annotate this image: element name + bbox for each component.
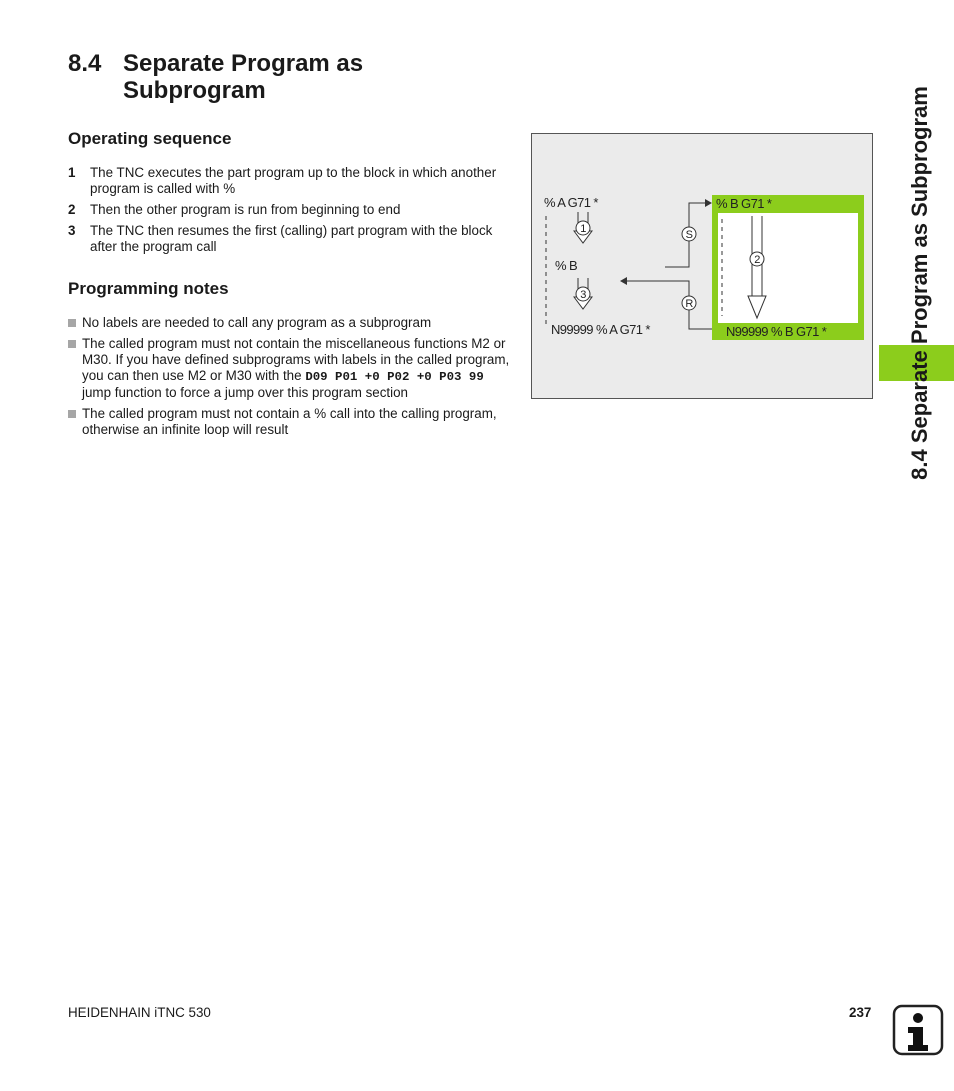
step-item	[68, 165, 508, 197]
programming-notes-heading: Programming notes	[68, 279, 229, 298]
bullet-square-icon	[68, 319, 76, 327]
step-text: The TNC executes the part program up to the block in which another program is called with %	[90, 165, 497, 196]
program-call-diagram	[531, 133, 873, 399]
step-item	[68, 202, 508, 218]
step-text: The TNC then resumes the first (calling) part program with the block after the program call	[90, 223, 493, 254]
note-item	[68, 336, 514, 401]
bullet-square-icon	[68, 410, 76, 418]
note-item	[68, 315, 514, 331]
bullet-square-icon	[68, 340, 76, 348]
jump-function-code: D09 P01 +0 P02 +0 P03 99	[305, 370, 484, 384]
prog-a-call-label: % B	[555, 258, 578, 273]
section-title: Separate Program as Subprogram	[123, 50, 364, 104]
page-number: 237	[849, 1005, 872, 1020]
marker-label: S	[685, 229, 693, 241]
marker-label: 1	[580, 223, 586, 235]
prog-b-start-label: % B G71 *	[716, 196, 772, 211]
prog-a-end-label: N99999 % A G71 *	[551, 322, 650, 337]
step-number: 2	[68, 202, 76, 217]
note-item	[68, 406, 514, 438]
section-number: 8.4	[68, 50, 102, 77]
marker-label: 3	[580, 289, 586, 301]
note-text: The called program must not contain the miscellaneous functions M2 or M30. If you have defined subprograms with labels in the called program, you can then use M2 or M30 with the	[82, 336, 510, 383]
side-tab-title: 8.4 Separate Program as Subprogram	[907, 86, 932, 480]
prog-b-end-label: N99999 % B G71 *	[726, 324, 827, 339]
info-icon	[892, 1004, 944, 1056]
footer-product: HEIDENHAIN iTNC 530	[68, 1005, 211, 1020]
step-number: 1	[68, 165, 76, 180]
notes-list	[68, 315, 514, 443]
note-text: The called program must not contain a % call into the calling program, otherwise an infinite loop will result	[82, 406, 497, 437]
step-text: Then the other program is run from beginning to end	[90, 202, 401, 217]
step-item	[68, 223, 508, 255]
operating-sequence-heading: Operating sequence	[68, 129, 232, 148]
marker-label: R	[685, 298, 693, 310]
note-text: jump function to force a jump over this program section	[82, 385, 408, 400]
prog-a-start-label: % A G71 *	[544, 195, 598, 210]
prog-b-body	[718, 213, 858, 323]
step-number: 3	[68, 223, 76, 238]
steps-list	[68, 165, 508, 260]
note-text: No labels are needed to call any program as a subprogram	[82, 315, 432, 330]
marker-label: 2	[754, 254, 760, 266]
